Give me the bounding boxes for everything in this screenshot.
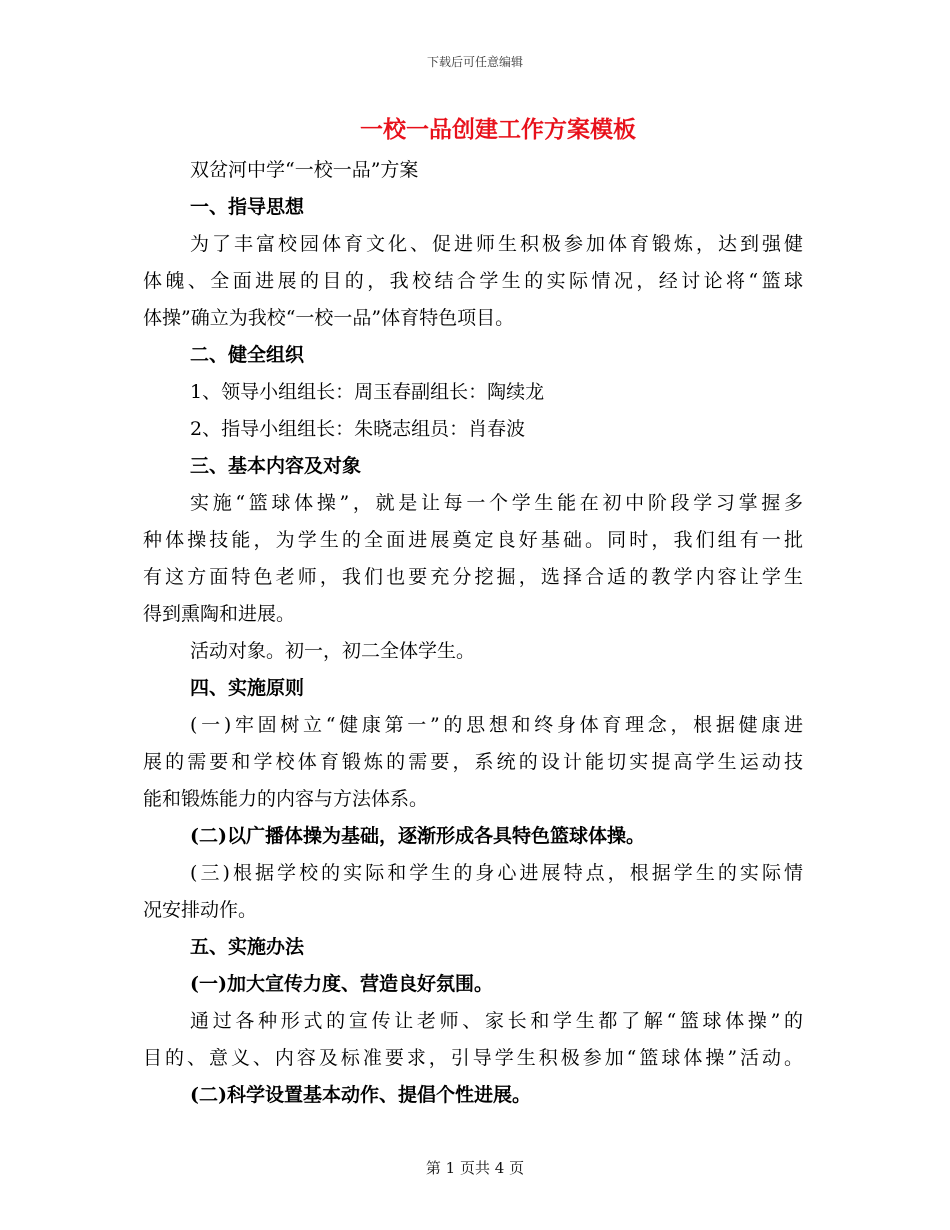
- text-line: 通过各种形式的宣传让老师、家长和学生都了解“篮球体操”的: [190, 1010, 803, 1032]
- section-heading: 三、基本内容及对象: [190, 455, 362, 477]
- document-title: 一校一品创建工作方案模板: [360, 116, 636, 143]
- section-heading: 二、健全组织: [190, 344, 305, 366]
- document-body: [143, 108, 803, 1114]
- paragraph-lines: [143, 152, 803, 1114]
- text-line: (三)根据学校的实际和学生的身心进展特点，根据学生的实际情: [190, 862, 803, 884]
- section-heading: 四、实施原则: [190, 677, 305, 699]
- text-line: 得到熏陶和进展。: [143, 603, 296, 625]
- text-line: 实施“篮球体操”，就是让每一个学生能在初中阶段学习掌握多: [190, 492, 803, 514]
- section-heading: 一、指导思想: [190, 196, 305, 218]
- text-line: (一)加大宣传力度、营造良好氛围。: [190, 973, 493, 995]
- section-heading: 五、实施办法: [190, 936, 305, 958]
- text-line: 体魄、全面进展的目的，我校结合学生的实际情况，经讨论将“篮球: [143, 270, 803, 292]
- text-line: 双岔河中学“一校一品”方案: [190, 159, 419, 181]
- text-line: 体操”确立为我校“一校一品”体育特色项目。: [143, 307, 515, 329]
- text-line: 展的需要和学校体育锻炼的需要，系统的设计能切实提高学生运动技: [143, 751, 803, 773]
- text-line: 目的、意义、内容及标准要求，引导学生积极参加“篮球体操”活动。: [143, 1047, 803, 1069]
- text-line: 有这方面特色老师，我们也要充分挖掘，选择合适的教学内容让学生: [143, 566, 803, 588]
- text-line: 种体操技能，为学生的全面进展奠定良好基础。同时，我们组有一批: [143, 529, 803, 551]
- page-number-footer: 第 1 页共 4 页: [425, 1159, 525, 1177]
- text-line: (一)牢固树立“健康第一”的思想和终身体育理念，根据健康进: [190, 714, 803, 736]
- text-line: 能和锻炼能力的内容与方法体系。: [143, 788, 429, 810]
- text-line: (二)科学设置基本动作、提倡个性进展。: [190, 1084, 531, 1106]
- page-header-note: 下载后可任意编辑: [426, 55, 523, 69]
- text-line: 1、领导小组组长：周玉春副组长：陶续龙: [190, 381, 545, 403]
- text-line: 为了丰富校园体育文化、促进师生积极参加体育锻炼，达到强健: [190, 233, 803, 255]
- text-line: 活动对象。初一，初二全体学生。: [190, 640, 476, 662]
- text-line: 况安排动作。: [143, 899, 258, 921]
- text-line: (二)以广播体操为基础，逐渐形成各具特色篮球体操。: [190, 825, 645, 847]
- text-line: 2、指导小组组长：朱晓志组员：肖春波: [190, 418, 526, 440]
